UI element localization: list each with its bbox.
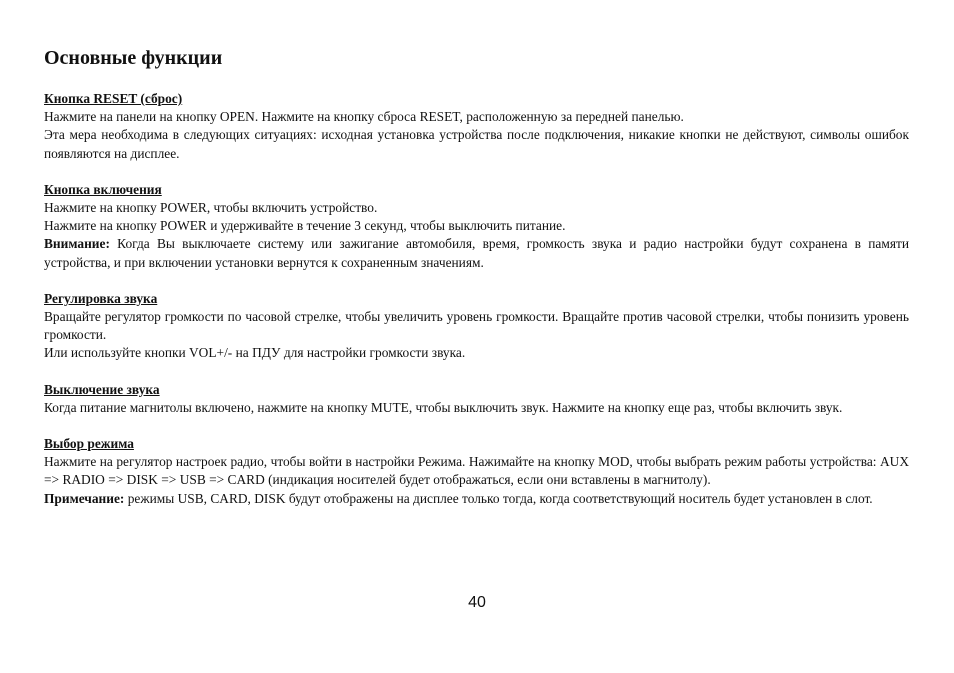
paragraph: Эта мера необходима в следующих ситуациях: исходная установка устройства после подключения, никакие кнопки не действуют, символы ошибок появляются на дисплее. xyxy=(44,127,909,161)
section-power xyxy=(44,181,909,272)
attention-label: Внимание: xyxy=(44,236,110,252)
paragraph: Нажмите на кнопку POWER, чтобы включить устройство. xyxy=(44,200,378,216)
section-heading: Кнопка включения xyxy=(44,181,162,197)
section-volume xyxy=(44,290,909,363)
section-heading: Регулировка звука xyxy=(44,290,158,306)
section-mode xyxy=(44,435,909,508)
section-heading: Кнопка RESET (сброс) xyxy=(44,91,183,106)
paragraph: Примечание: режимы USB, CARD, DISK будут отображены на дисплее только тогда, когда соответствующий носитель будет установлен в слот. xyxy=(44,490,873,506)
section-mute xyxy=(44,381,909,417)
paragraph: Когда питание магнитолы включено, нажмите на кнопку MUTE, чтобы выключить звук. Нажмите на кнопку еще раз, чтобы включить звук. xyxy=(44,399,843,415)
page-title: Основные функции xyxy=(44,47,223,69)
paragraph: Нажмите на кнопку POWER и удерживайте в течение 3 секунд, чтобы выключить питание. xyxy=(44,218,566,234)
page-number: 40 xyxy=(468,594,486,611)
paragraph: Вращайте регулятор громкости по часовой стрелке, чтобы увеличить уровень громкости. Вращайте против часовой стрелки, чтобы понизить уровень громкости. xyxy=(44,309,909,343)
section-reset xyxy=(44,90,909,163)
manual-content xyxy=(44,90,909,526)
paragraph: Нажмите на регулятор настроек радио, чтобы войти в настройки Режима. Нажимайте на кнопку MOD, чтобы выбрать режим работы устройства: AUX => RADIO => DISK => USB => CARD (индикация носителей будет отображаться, если они вставлены в магнитолу). xyxy=(44,454,909,488)
paragraph: Внимание: Когда Вы выключаете систему или зажигание автомобиля, время, громкость звука и радио настройки будут сохранена в памяти устройства, и при включении установки вернутся к сохраненным значениям. xyxy=(44,236,909,270)
paragraph: Нажмите на панели на кнопку OPEN. Нажмите на кнопку сброса RESET, расположенную за передней панелью. xyxy=(44,109,684,125)
paragraph: Или используйте кнопки VOL+/- на ПДУ для настройки громкости звука. xyxy=(44,345,466,361)
section-heading: Выбор режима xyxy=(44,436,134,452)
section-heading: Выключение звука xyxy=(44,381,160,397)
note-label: Примечание: xyxy=(44,490,125,506)
